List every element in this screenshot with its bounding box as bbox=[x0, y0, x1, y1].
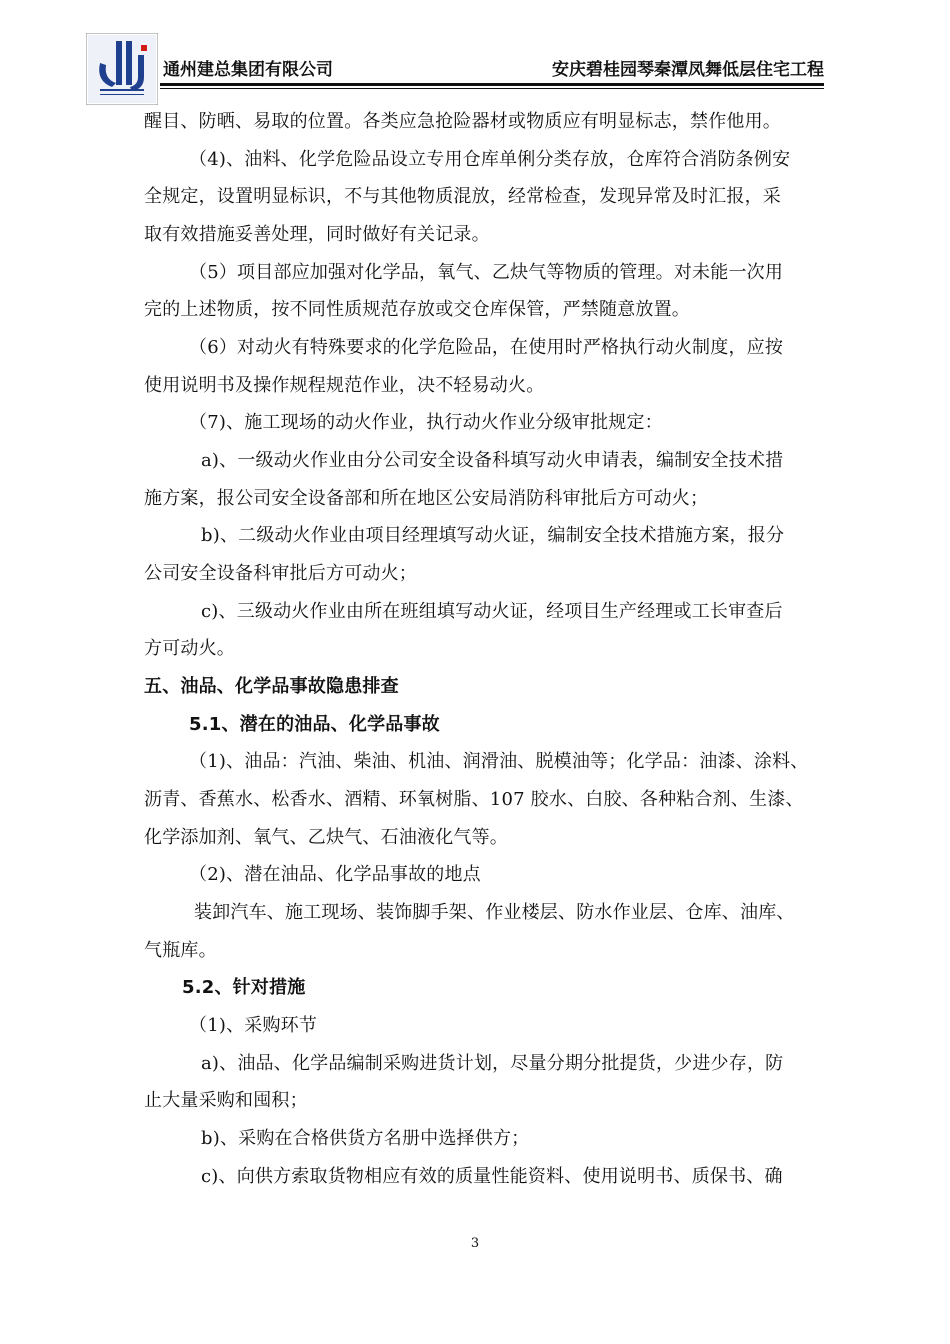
page-header bbox=[86, 33, 824, 105]
subsection-heading: 5.2、针对措施 bbox=[182, 977, 306, 998]
body-line: 施方案，报公司安全设备部和所在地区公安局消防科审批后方可动火； bbox=[144, 488, 709, 509]
body-line: c)、三级动火作业由所在班组填写动火证，经项目生产经理或工长审查后 bbox=[201, 601, 783, 622]
header-divider-thin bbox=[160, 88, 824, 89]
body-line: 完的上述物质，按不同性质规范存放或交仓库保管，严禁随意放置。 bbox=[144, 299, 690, 320]
body-line: （2)、潜在油品、化学品事故的地点 bbox=[189, 864, 481, 885]
header-project-name: 安庆碧桂园琴秦潭凤舞低层住宅工程 bbox=[552, 60, 824, 80]
body-line: a)、一级动火作业由分公司安全设备科填写动火申请表，编制安全技术措 bbox=[201, 450, 784, 471]
body-line: 化学添加剂、氧气、乙炔气、石油液化气等。 bbox=[144, 827, 508, 848]
body-line: 全规定，设置明显标识，不与其他物质混放，经常检查，发现异常及时汇报，采 bbox=[144, 186, 781, 207]
body-line: （4)、油料、化学危险品设立专用仓库单俐分类存放，仓库符合消防条例安 bbox=[189, 149, 791, 170]
company-logo bbox=[86, 33, 158, 105]
body-line: b)、二级动火作业由项目经理填写动火证，编制安全技术措施方案，报分 bbox=[201, 525, 785, 546]
page-number: 3 bbox=[470, 1236, 480, 1251]
subsection-heading: 5.1、潜在的油品、化学品事故 bbox=[189, 714, 440, 735]
body-line: 装卸汽车、施工现场、装饰脚手架、作业楼层、防水作业层、仓库、油库、 bbox=[194, 902, 795, 923]
body-line: c)、向供方索取货物相应有效的质量性能资料、使用说明书、质保书、确 bbox=[201, 1166, 783, 1187]
section-heading: 五、油品、化学品事故隐患排查 bbox=[144, 676, 399, 697]
body-line: （5）项目部应加强对化学品，氧气、乙炔气等物质的管理。对未能一次用 bbox=[189, 262, 784, 283]
body-line: a)、油品、化学品编制采购进货计划，尽量分期分批提货，少进少存，防 bbox=[201, 1053, 784, 1074]
body-line: （7)、施工现场的动火作业，执行动火作业分级审批规定： bbox=[189, 412, 663, 433]
body-line: 醒目、防晒、易取的位置。各类应急抢险器材或物质应有明显标志，禁作他用。 bbox=[144, 111, 781, 132]
body-line: 公司安全设备科审批后方可动火； bbox=[144, 563, 417, 584]
body-line: 取有效措施妥善处理，同时做好有关记录。 bbox=[144, 224, 490, 245]
body-line: （1)、油品：汽油、柴油、机油、润滑油、脱模油等；化学品：油漆、涂料、 bbox=[189, 751, 809, 772]
body-line: 气瓶库。 bbox=[144, 940, 217, 961]
header-divider bbox=[160, 83, 824, 86]
body-line: （1)、采购环节 bbox=[189, 1015, 318, 1036]
body-line: 方可动火。 bbox=[144, 638, 235, 659]
body-line: （6）对动火有特殊要求的化学危险品，在使用时严格执行动火制度，应按 bbox=[189, 337, 784, 358]
body-line: 止大量采购和囤积； bbox=[144, 1090, 308, 1111]
header-company-name: 通州建总集团有限公司 bbox=[163, 60, 333, 80]
body-line: 使用说明书及操作规程规范作业，决不轻易动火。 bbox=[144, 375, 545, 396]
body-line: 沥青、香蕉水、松香水、酒精、环氧树脂、107 胶水、白胶、各种粘合剂、生漆、 bbox=[144, 789, 804, 810]
body-line: b)、采购在合格供货方名册中选择供方； bbox=[201, 1128, 530, 1149]
